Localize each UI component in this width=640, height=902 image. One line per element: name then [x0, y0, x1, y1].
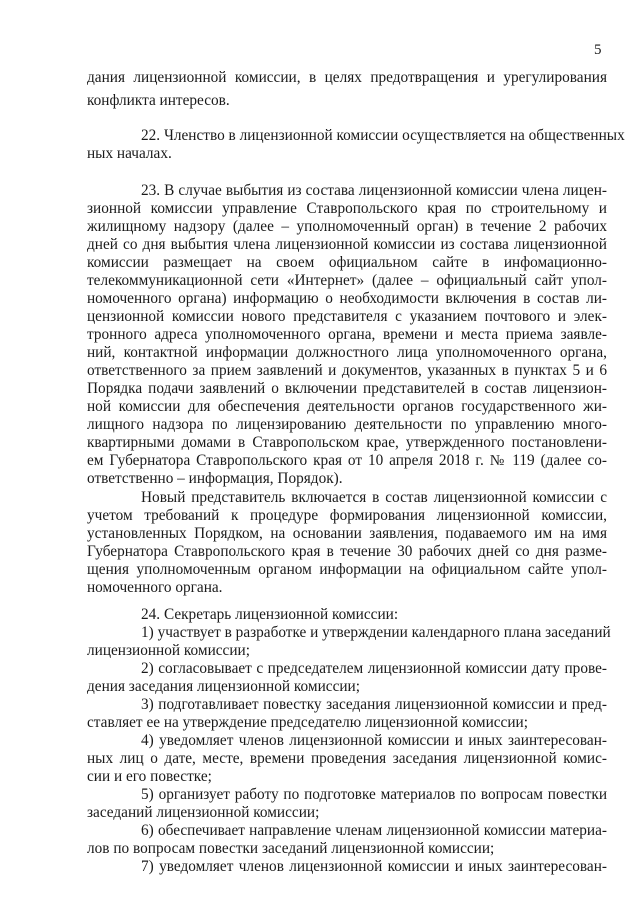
text-line: ем Губернатора Ставропольского края от 10 апреля 2018 г. № 119 (далее со- [87, 452, 607, 469]
text-line: цензионной комиссии нового представителя с указанием почтового и элек- [87, 308, 607, 325]
text-line: учетом требований к процедуре формирования лицензионной комиссии, [87, 507, 607, 524]
text-line: Губернатора Ставропольского края в течение 30 рабочих дней со дня разме- [87, 543, 607, 560]
text-line: 7) уведомляет членов лицензионной комиссии и иных заинтересован- [141, 858, 607, 875]
text-line: 24. Секретарь лицензионной комиссии: [141, 606, 399, 623]
text-line: комиссии размещает на своем официальном сайте в инфомационно- [87, 254, 607, 271]
page-number: 5 [594, 42, 602, 58]
text-line: ной комиссии для обеспечения деятельности органов государственного жи- [87, 398, 607, 415]
text-line: 2) согласовывает с председателем лицензионной комиссии дату прове- [141, 660, 607, 677]
text-line: ответственно – информация, Порядок). [87, 470, 343, 487]
text-line: Порядка подачи заявлений о включении представителей в состав лицензион- [87, 380, 607, 397]
text-line: лов по вопросам повестки заседаний лицензионной комиссии; [87, 840, 495, 857]
text-line: Новый представитель включается в состав лицензионной комиссии с [141, 489, 607, 506]
text-line: конфликта интересов. [87, 92, 230, 109]
text-line: номоченного органа) информацию о необходимости включения в состав ли- [87, 290, 607, 307]
text-line: ответственного за прием заявлений и документов, указанных в пунктах 5 и 6 [87, 362, 607, 379]
text-line: щения уполномоченным органом информации на официальном сайте упол- [87, 561, 607, 578]
text-line: сии и его повестке; [87, 768, 212, 785]
text-line: 6) обеспечивает направление членам лицензионной комиссии материа- [141, 822, 607, 839]
text-line: лицензионной комиссии; [87, 642, 250, 659]
text-line: дения заседания лицензионной комиссии; [87, 678, 360, 695]
text-line: ний, контактной информации должностного лица уполномоченного органа, [87, 344, 607, 361]
text-line: 4) уведомляет членов лицензионной комиссии и иных заинтересован- [141, 732, 607, 749]
text-line: ных лиц о дате, месте, времени проведения заседания лицензионной комис- [87, 750, 607, 767]
text-line: квартирными домами в Ставропольском крае, утвержденного постановлени- [87, 434, 607, 451]
text-line: дания лицензионной комиссии, в целях предотвращения и урегулирования [87, 69, 607, 86]
text-line: 1) участвует в разработке и утверждении календарного плана заседаний [141, 624, 611, 641]
text-line: ставляет ее на утверждение председателю лицензионной комиссии; [87, 714, 528, 731]
text-line: установленных Порядком, на основании заявления, подаваемого им на имя [87, 525, 607, 542]
text-line: 22. Членство в лицензионной комиссии осуществляется на общественных [141, 127, 625, 144]
text-line: 3) подготавливает повестку заседания лицензионной комиссии и пред- [141, 696, 607, 713]
text-line: зионной комиссии управление Ставропольского края по строительному и [87, 200, 607, 217]
text-line: ных началах. [87, 145, 172, 162]
text-line: жилищному надзору (далее – уполномоченный орган) в течение 2 рабочих [87, 218, 607, 235]
text-line: лищного надзора по лицензированию деятельности по управлению много- [87, 416, 607, 433]
text-line: тронного адреса уполномоченного органа, времени и места приема заявле- [87, 326, 607, 343]
text-line: 5) организует работу по подготовке материалов по вопросам повестки [141, 786, 607, 803]
text-line: заседаний лицензионной комиссии; [87, 804, 320, 821]
text-line: номоченного органа. [87, 579, 223, 596]
text-line: 23. В случае выбытия из состава лицензионной комиссии члена лицен- [141, 182, 607, 199]
text-line: дней со дня выбытия члена лицензионной комиссии из состава лицензионной [87, 236, 607, 253]
text-line: телекоммуникационной сети «Интернет» (далее – официальный сайт упол- [87, 272, 607, 289]
